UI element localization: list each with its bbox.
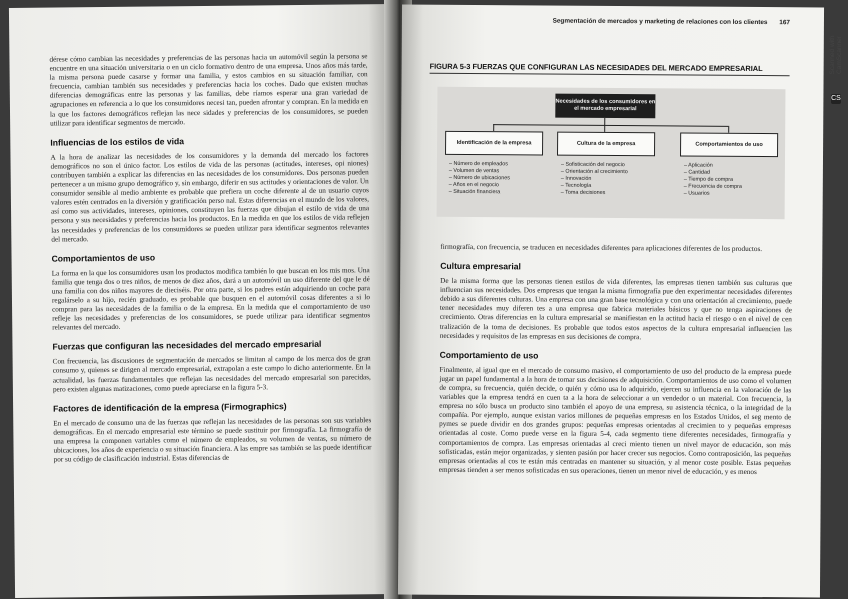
list-item: – Orientación al crecimiento	[561, 169, 628, 176]
connector-middle	[604, 125, 605, 132]
camscanner-line1: Scanned with	[829, 35, 836, 75]
usage-paragraph: La forma en la que los consumidores usan los productos modifica también lo que buscan en los mis mos. Una familia que tenga dos o tres niños, de menos de diez años, dará a un automóvil un uso diferente del que le dé una familia con dos niños mayores de dieciséis. Por otra parte, si los padres están adquiriendo un coche para regalárselo a su hijo, recién graduado, es probable que busquen en el automóvil cosas diferentes a si lo compran para las necesidades de la familia o de la empresa. En la medida que el comportamiento de uso refleje las necesidades y preferencias de los consumidores, se puede utilizar para identificar segmentos relevantes del mercado.	[51, 265, 371, 332]
camscanner-icon: CS	[831, 95, 841, 102]
connector-vertical	[604, 118, 605, 125]
camscanner-watermark	[828, 12, 844, 100]
business-forces-paragraph: Con frecuencia, las discusiones de segmentación de mercados se limitan al campo de los merca dos de gran consumo y, quienes se dirigen al mercado empresarial, extrapolan a este campo lo dicho anteriormente. En la actualidad, las fuerzas fundamentales que reflejan las necesidades del mercado empresarial son parecidas, pero existen algunas matizaciones, como puede apreciarse en la figura 5-3.	[52, 354, 371, 394]
section-heading-lifestyle: Influencias de los estilos de vida	[50, 135, 185, 148]
left-page	[9, 4, 397, 598]
category-list-culture	[561, 162, 628, 197]
figure-title: FIGURA 5-3 FUERZAS QUE CONFIGURAN LAS NECESIDADES DEL MERCADO EMPRESARIAL	[430, 62, 790, 77]
firmographics-paragraph: En el mercado de consumo una de las fuerzas que reflejan las necesidades de las personas son sus variables demográficas. En el mercado empresarial este término se puede sustituir por firmografía. La firmografía de una empresa la componen variables como el número de empleados, su volumen de ventas, su número de ubicaciones, los años de experiencia o su situación financiera. A las empre sas también se las puede identificar por su código de clasificación industrial. Estas diferencias de	[53, 415, 372, 464]
figure-top-box: Necesidades de los consumidores en el mercado empresarial	[555, 94, 655, 119]
list-item: – Años en el negocio	[449, 182, 510, 189]
intro-paragraph: dérese cómo cambian las necesidades y preferencias de las personas hacia un automóvil según la persona se encuentre en una situación universitaria o en un ciclo formativo dentro de una empresa. Unos años más tarde, la misma persona puede casarse y formar una familia, y estos cambios en su situación familiar, con frecuencia, cambian también sus necesidades y preferencias hacia los coches. Dado que existen muchas diferencias demográficas entre las personas y las familias, debe ríamos esperar una gran variedad de agrupaciones en referencia a lo que los consumidores necesi tan, pueden afrontar y compran. En la medida en la que los factores demográficos reflejan las nece sidades y preferencias de los consumidores, se pueden utilizar para identificar segmentos de mercado.	[49, 52, 369, 128]
usage-behavior-paragraph: Finalmente, al igual que en el mercado de consumo masivo, el comportamiento de uso del producto de la empresa puede jugar un papel fundamental a la hora de tomar sus decisiones de adquisición. Comportamientos de uso como el volumen de compra, su frecuencia, quién decide, o quién y cómo usa lo adquirido, ejercen su influencia en la valoración de las variables que la empresa tendrá en cuen ta a la hora de seleccionar a un vendedor o un material. Con frecuencia, la empresa no sólo busca un producto sino también el apoyo de una empresa, su asistencia técnica, o la integridad de la compañía. Por ejemplo, aunque existan varios millones de pequeñas empresas en los Estados Unidos, el seg mento de pymes se puede dividir en dos grandes grupos: pequeñas empresas orientadas al crecimien to y pequeñas empresas orientadas al coste. Como puede verse en la figura 5-4, cada segmento tiene diferentes necesidades, firmografía y comportamientos de compra. Las empresas orientadas al creci miento tienen un nivel mayor de educación, son más sofisticadas, están mejor organizadas, y sienten pasión por hacer crecer sus negocios. Como contraposición, las pequeñas empresas orientadas al cos te están más centradas en mantener su situación, y al menor coste posible. Estas pequeñas empresas tienden a ser menos sofisticadas en sus operaciones, tienen un menor nivel de educación, y es menos	[438, 365, 792, 476]
list-item: – Número de ubicaciones	[449, 175, 510, 182]
list-item: – Cantidad	[684, 170, 742, 177]
section-heading-business-forces: Fuerzas que configuran las necesidades del mercado empresarial	[52, 339, 322, 352]
list-item: – Aplicación	[684, 163, 742, 170]
right-text-column	[439, 243, 793, 481]
category-box-culture: Cultura de la empresa	[557, 132, 655, 157]
list-item: – Innovación	[561, 176, 628, 183]
camscanner-text	[829, 17, 843, 93]
running-header-title: Segmentación de mercados y marketing de relaciones con los clientes	[552, 17, 768, 27]
page-number: 167	[779, 19, 790, 27]
left-text-column	[49, 52, 371, 468]
list-item: – Tecnología	[561, 183, 628, 190]
section-heading-culture: Cultura empresarial	[440, 260, 521, 272]
connector-left	[493, 124, 494, 131]
figure-diagram	[437, 87, 786, 219]
section-heading-usage-behavior: Comportamiento de uso	[439, 349, 539, 361]
list-item: – Sofisticación del negocio	[561, 162, 628, 169]
continuation-paragraph: firmografía, con frecuencia, se traducen en necesidades diferentes para aplicaciones diferentes de los productos.	[440, 242, 763, 254]
running-header	[553, 18, 790, 27]
list-item: – Volumen de ventas	[449, 168, 510, 175]
list-item: – Número de empleados	[449, 161, 510, 168]
lifestyle-paragraph: A la hora de analizar las necesidades de los consumidores y la demanda del mercado los factores demográficos no son el único factor. Los estilos de vida de las personas (actitudes, intereses, opi niones) contribuyen también a explicar las diferencias en las necesidades de los consumidores. Dos personas pueden pertenecer a un mismo grupo demográfico y, sin embargo, diferir en sus actitudes y orientaciones de valor. Un consumidor sensible al medio ambiente es probable que prefiera un coche diferente al de un usuario cuyos valores estén centrados en la diversión y gratificación perso nal. Estas diferencias en el mundo de los valores, así como sus actividades, intereses, opiniones, constituyen las fuerzas que dibujan el estilo de vida de una persona y sus necesidades y preferencias hacia los productos. En la medida en que los estilos de vida reflejen las necesidades y preferencias de los consumidores se pueden utilizar para identificar segmentos relevantes del mercado.	[50, 150, 370, 244]
section-heading-firmographics: Factores de identificación de la empresa (Firmographics)	[53, 400, 287, 414]
list-item: – Tiempo de compra	[684, 177, 742, 184]
section-heading-usage: Comportamientos de uso	[51, 252, 156, 264]
category-box-usage: Comportamientos de uso	[680, 132, 778, 157]
connector-horizontal	[493, 124, 728, 127]
right-page	[398, 5, 824, 598]
culture-paragraph: De la misma forma que las personas tienen estilos de vida diferentes, las empresas tienen también sus culturas que influencian sus necesidades. Dos empresas que tengan la misma firmografía pue den experimentar necesidades diferentes debido a sus diferentes culturas. Una empresa con una gran base tecnológica y con una orientación al crecimiento, puede tener necesidades muy diferen tes a una empresa que fabrica materiales básicos y que no tenga aspiraciones de crecimiento. Otras diferencias en la cultura empresarial se manifiestan en la actitud hacia el riesgo o en el nivel de cen tralización de la toma de decisiones. Es probable que todos estos aspectos de la cultura empresarial influencien las necesidades y requisitos de las empresas en sus decisiones de compra.	[439, 276, 793, 341]
category-list-identification	[449, 161, 510, 196]
category-box-identification: Identificación de la empresa	[445, 131, 543, 156]
camscanner-line2: CamScanner	[836, 36, 843, 74]
connector-right	[728, 126, 729, 133]
list-item: – Toma decisiones	[561, 190, 628, 197]
list-item: – Situación financiera	[449, 189, 510, 196]
list-item: – Frecuencia de compra	[684, 184, 742, 191]
category-list-usage	[684, 163, 742, 198]
list-item: – Usuarios	[684, 191, 742, 198]
